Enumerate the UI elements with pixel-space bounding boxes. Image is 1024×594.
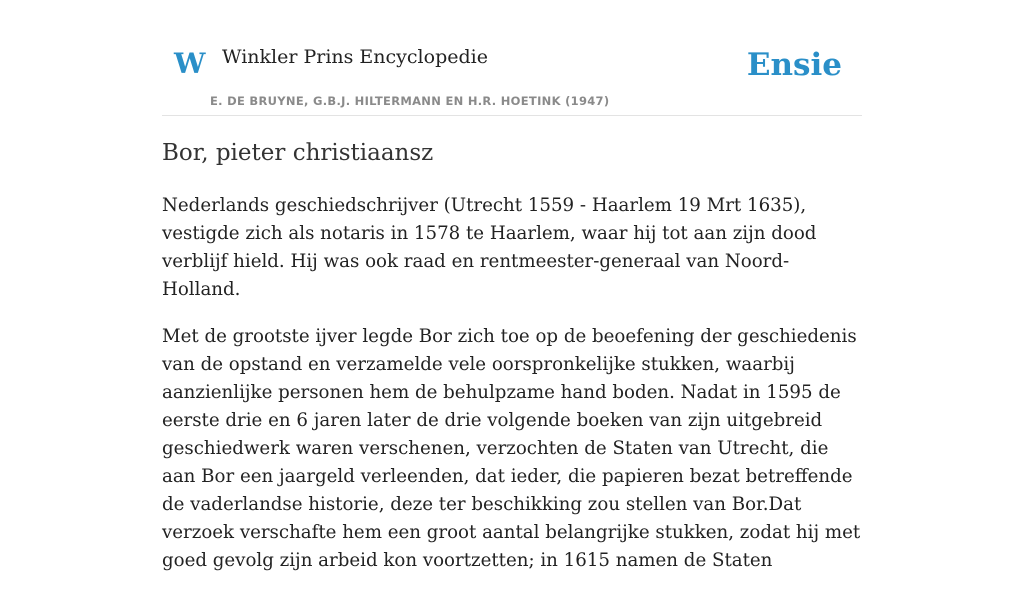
entry-title: Bor, pieter christiaansz: [162, 140, 434, 166]
publication-logo-icon[interactable]: W: [174, 47, 206, 80]
publication-title-link[interactable]: Winkler Prins Encyclopedie: [222, 46, 488, 68]
site-header: [162, 0, 862, 116]
entry-paragraph-1: Nederlands geschiedschrijver (Utrecht 1559 - Haarlem 19 Mrt 1635), vestigde zich als notaris in 1578 te Haarlem, waar hij tot aan zijn dood verblijf hield. Hij was ook raad en rentmeester-generaal van Noord-Holland.: [162, 195, 817, 300]
entry-paragraph-2: Met de grootste ijver legde Bor zich toe op de beoefening der geschiedenis van de opstand en verzamelde vele oorspronkelijke stukken, waarbij aanzienlijke personen hem de behulpzame hand boden. Nadat in 1595 de eerste drie en 6 jaren later de drie volgende boeken van zijn uitgebreid geschiedwerk waren verschenen, verzochten de Staten van Utrecht, die aan Bor een jaargeld verleenden, dat ieder, die papieren bezat betreffende de vaderlandse historie, deze ter beschikking zou stellen van Bor.Dat verzoek verschafte hem een groot aantal belangrijke stukken, zodat hij met goed gevolg zijn arbeid kon voortzetten; in 1615 namen de Staten: [162, 326, 861, 571]
entry-body: [162, 192, 862, 594]
ensie-logo-link[interactable]: Ensie: [746, 47, 842, 83]
publication-authors: E. DE BRUYNE, G.B.J. HILTERMANN EN H.R. HOETINK (1947): [210, 94, 610, 108]
